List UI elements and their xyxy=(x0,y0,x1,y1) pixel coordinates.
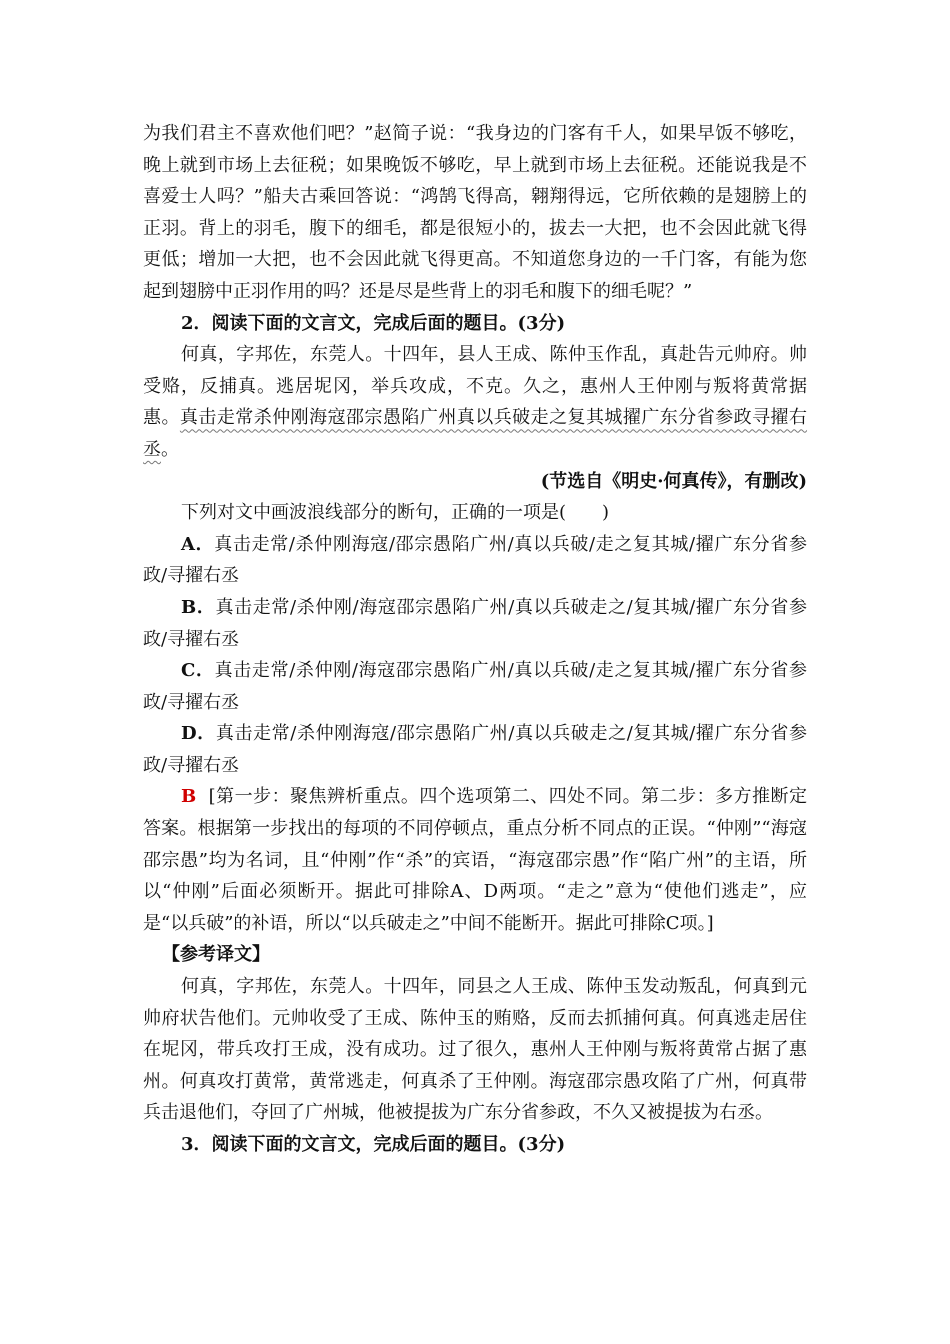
option-letter: D． xyxy=(181,723,216,745)
option-b[interactable] xyxy=(143,592,807,655)
prompt-close: ) xyxy=(602,502,610,524)
option-text: 真击走常/杀仲刚海寇/邵宗愚陷广州/真以兵破走之/复其城/擢广东分省参政/寻擢右丞 xyxy=(143,723,807,776)
translation-text: 何真，字邦佐，东莞人。十四年，同县之人王成、陈仲玉发动叛乱，何真到元帅府状告他们。元帅收受了王成、陈仲玉的贿赂，反而去抓捕何真。何真逃走居住在坭冈，带兵攻打王成，没有成功。过了很久，惠州人王仲刚与叛将黄常占据了惠州。何真攻打黄常，黄常逃走，何真杀了王仲刚。海寇邵宗愚攻陷了广州，何真带兵击退他们，夺回了广州城，他被提拔为广东分省参政，不久又被提拔为右丞。 xyxy=(143,976,807,1124)
explanation-text: [第一步：聚焦辨析重点。四个选项第二、四处不同。第二步：多方推断定答案。根据第一步找出的每项的不同停顿点，重点分析不同点的正误。“仲刚”“海寇邵宗愚”均为名词，且“仲刚”作“杀”的宾语，“海寇邵宗愚”作“陷广州”的主语，所以“仲刚”后面必须断开。据此可排除A、D两项。“走之”意为“使他们逃走”，应是“以兵破”的补语，所以“以兵破走之”中间不能断开。据此可排除C项。] xyxy=(143,786,807,934)
option-a[interactable] xyxy=(143,529,807,592)
passage-text-before: 何真，字邦佐，东莞人。十四年，县人王成、陈仲玉作乱，真赴告元帅府。帅受赂，反捕真。逃居坭冈，举兵攻成，不克。久之，惠州人王仲刚与叛将黄常据惠。 xyxy=(143,344,807,429)
passage1-translation-tail: 为我们君主不喜欢他们吧？”赵简子说：“我身边的门客有千人，如果早饭不够吃，晚上就到市场上去征税；如果晚饭不够吃，早上就到市场上去征税。还能说我是不喜爱士人吗？”船夫古乘回答说：“鸿鹄飞得高，翱翔得远，它所依赖的是翅膀上的正羽。背上的羽毛，腹下的细毛，都是很短小的，拔去一大把，也不会因此就飞得更低；增加一大把，也不会因此就飞得更高。不知道您身边的一千门客，有能为您起到翅膀中正羽作用的吗？还是尽是些背上的羽毛和腹下的细毛呢？” xyxy=(143,123,807,302)
answer-letter: B xyxy=(181,786,197,808)
question-2-passage xyxy=(143,339,807,465)
question-2-heading: 2．阅读下面的文言文，完成后面的题目。(3分) xyxy=(181,312,566,334)
passage-text-after: 。 xyxy=(161,438,179,460)
question-2-prompt xyxy=(143,497,807,529)
option-letter: C． xyxy=(181,660,215,682)
question-3-heading: 3．阅读下面的文言文，完成后面的题目。(3分) xyxy=(181,1134,566,1155)
option-text: 真击走常/杀仲刚海寇/邵宗愚陷广州/真以兵破/走之复其城/擢广东分省参政/寻擢右丞 xyxy=(143,533,808,587)
option-d[interactable] xyxy=(143,718,807,781)
wavy-underlined-text: 真击走常杀仲刚海寇邵宗愚陷广州真以兵破走之复其城擢广东分省参政寻擢右丞 xyxy=(143,407,808,460)
option-letter: A． xyxy=(181,533,215,555)
option-text: 真击走常/杀仲刚/海寇邵宗愚陷广州/真以兵破/走之复其城/擢广东分省参政/寻擢右丞 xyxy=(143,660,807,713)
option-c[interactable] xyxy=(143,655,807,718)
translation-heading: 【参考译文】 xyxy=(162,944,270,966)
option-text: 真击走常/杀仲刚/海寇邵宗愚陷广州/真以兵破走之/复其城/擢广东分省参政/寻擢右丞 xyxy=(143,596,807,650)
passage-source: (节选自《明史·何真传》，有删改) xyxy=(540,470,807,492)
answer-explanation xyxy=(143,781,807,939)
prompt-text: 下列对文中画波浪线部分的断句，正确的一项是( xyxy=(181,502,567,524)
document-page xyxy=(143,118,807,1161)
option-letter: B． xyxy=(181,596,216,618)
